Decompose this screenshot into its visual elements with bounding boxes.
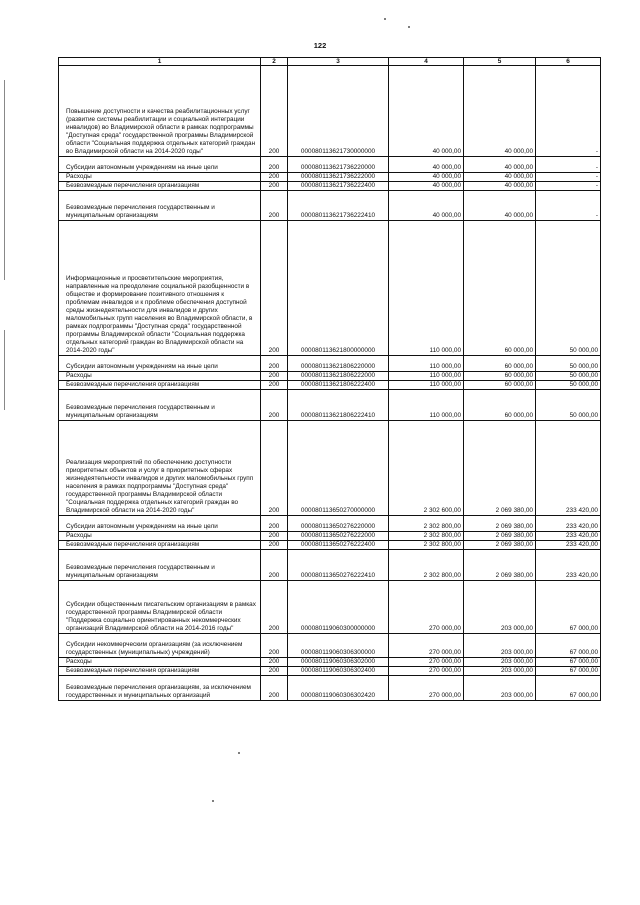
- row-code: 200: [261, 532, 288, 541]
- row-amount-2: 2 069 380,00: [464, 550, 536, 581]
- table-row: [59, 381, 601, 390]
- row-name: Безвозмездные перечисления государственным и муниципальным организациям: [59, 191, 261, 221]
- row-amount-total: 110 000,00: [389, 381, 464, 390]
- row-amount-2: 203 000,00: [464, 667, 536, 676]
- row-amount-total: 40 000,00: [389, 191, 464, 221]
- row-classification: 000080113621736222400: [288, 182, 389, 191]
- row-amount-total: 270 000,00: [389, 676, 464, 701]
- row-amount-total: 2 302 800,00: [389, 541, 464, 550]
- table-row: [59, 372, 601, 381]
- row-name: Безвозмездные перечисления государственным и муниципальным организациям: [59, 390, 261, 421]
- table-row: [59, 66, 601, 157]
- row-name: Расходы: [59, 658, 261, 667]
- row-classification: 000080113650276222410: [288, 550, 389, 581]
- header-col-1: 1: [59, 58, 261, 66]
- row-code: 200: [261, 191, 288, 221]
- table-row: [59, 676, 601, 701]
- row-amount-2: 60 000,00: [464, 390, 536, 421]
- row-amount-total: 110 000,00: [389, 221, 464, 356]
- row-code: 200: [261, 182, 288, 191]
- header-col-5: 5: [464, 58, 536, 66]
- row-amount-3: 233 420,00: [536, 550, 601, 581]
- row-amount-2: 2 069 380,00: [464, 516, 536, 532]
- row-amount-2: 203 000,00: [464, 676, 536, 701]
- row-amount-3: 233 420,00: [536, 532, 601, 541]
- row-amount-2: 2 069 380,00: [464, 421, 536, 516]
- row-amount-2: 2 069 380,00: [464, 532, 536, 541]
- row-amount-3: 67 000,00: [536, 676, 601, 701]
- row-classification: 000080119060306302420: [288, 676, 389, 701]
- scan-speck: [384, 18, 386, 20]
- row-name: Субсидии автономным учреждениям на иные цели: [59, 157, 261, 173]
- table-row: [59, 356, 601, 372]
- row-amount-total: 40 000,00: [389, 182, 464, 191]
- row-amount-total: 270 000,00: [389, 581, 464, 634]
- row-amount-2: 2 069 380,00: [464, 541, 536, 550]
- scan-edge-line: [4, 330, 5, 410]
- row-name: Безвозмездные перечисления организациям: [59, 381, 261, 390]
- row-name: Расходы: [59, 532, 261, 541]
- row-classification: 000080113621806222400: [288, 381, 389, 390]
- row-code: 200: [261, 372, 288, 381]
- row-code: 200: [261, 581, 288, 634]
- row-code: 200: [261, 381, 288, 390]
- row-amount-3: 50 000,00: [536, 372, 601, 381]
- row-classification: 000080113621806222410: [288, 390, 389, 421]
- row-amount-3: -: [536, 66, 601, 157]
- row-name: Реализация мероприятий по обеспечению доступности приоритетных объектов и услуг в приоритетных сферах жизнедеятельности инвалидов и других маломобильных групп населения в рамках подпрограммы "Доступная среда" государственной программы Владимирской области "Социальная поддержка отдельных категорий граждан во Владимирской области на 2014-2020 годы": [59, 421, 261, 516]
- row-amount-total: 110 000,00: [389, 390, 464, 421]
- table-row: [59, 667, 601, 676]
- row-amount-2: 40 000,00: [464, 66, 536, 157]
- row-code: 200: [261, 66, 288, 157]
- table-row: [59, 173, 601, 182]
- row-amount-3: -: [536, 157, 601, 173]
- row-code: 200: [261, 421, 288, 516]
- header-col-4: 4: [389, 58, 464, 66]
- row-name: Информационные и просветительские мероприятия, направленные на преодоление социальной разобщенности в обществе и формирование позитивного отношения к проблемам инвалидов и к проблеме обеспечения доступной среды жизнедеятельности для инвалидов и других маломобильных групп населения во Владимирской области, в рамках подпрограммы "Доступная среда" государственной программы Владимирской области "Социальная поддержка отдельных категорий граждан во Владимирской области на 2014-2020 годы": [59, 221, 261, 356]
- row-amount-3: -: [536, 182, 601, 191]
- row-code: 200: [261, 356, 288, 372]
- row-amount-3: -: [536, 191, 601, 221]
- row-code: 200: [261, 634, 288, 658]
- row-classification: 000080113650276220000: [288, 516, 389, 532]
- row-amount-total: 40 000,00: [389, 173, 464, 182]
- row-code: 200: [261, 676, 288, 701]
- scan-speck: [408, 26, 410, 28]
- table-row: [59, 550, 601, 581]
- table-row: [59, 634, 601, 658]
- row-name: Безвозмездные перечисления организациям: [59, 667, 261, 676]
- row-name: Субсидии автономным учреждениям на иные цели: [59, 516, 261, 532]
- row-amount-2: 40 000,00: [464, 191, 536, 221]
- row-code: 200: [261, 550, 288, 581]
- row-amount-3: 233 420,00: [536, 516, 601, 532]
- row-amount-2: 203 000,00: [464, 634, 536, 658]
- row-amount-total: 40 000,00: [389, 157, 464, 173]
- row-amount-3: 67 000,00: [536, 634, 601, 658]
- row-amount-2: 60 000,00: [464, 221, 536, 356]
- row-classification: 000080119060306302000: [288, 658, 389, 667]
- row-amount-3: 67 000,00: [536, 581, 601, 634]
- row-name: Расходы: [59, 372, 261, 381]
- row-classification: 000080113621736220000: [288, 157, 389, 173]
- row-amount-2: 60 000,00: [464, 381, 536, 390]
- table-row: [59, 182, 601, 191]
- row-name: Безвозмездные перечисления организациям: [59, 541, 261, 550]
- row-name: Безвозмездные перечисления организациям, за исключением государственных и муниципальных организаций: [59, 676, 261, 701]
- table-row: [59, 581, 601, 634]
- row-amount-3: 67 000,00: [536, 667, 601, 676]
- row-code: 200: [261, 516, 288, 532]
- row-amount-3: 50 000,00: [536, 221, 601, 356]
- row-amount-total: 2 302 800,00: [389, 516, 464, 532]
- row-classification: 000080113650276222400: [288, 541, 389, 550]
- row-amount-3: 233 420,00: [536, 421, 601, 516]
- row-amount-3: 50 000,00: [536, 390, 601, 421]
- row-amount-3: -: [536, 173, 601, 182]
- row-classification: 000080119060300000000: [288, 581, 389, 634]
- scan-speck: [212, 800, 214, 802]
- row-amount-3: 233 420,00: [536, 541, 601, 550]
- row-name: Безвозмездные перечисления организациям: [59, 182, 261, 191]
- row-name: Безвозмездные перечисления государственным и муниципальным организациям: [59, 550, 261, 581]
- table-row: [59, 390, 601, 421]
- row-amount-2: 60 000,00: [464, 356, 536, 372]
- table-row: [59, 516, 601, 532]
- row-name: Субсидии некоммерческим организациям (за исключением государственных (муниципальных) учреждений): [59, 634, 261, 658]
- row-classification: 000080119060306302400: [288, 667, 389, 676]
- row-amount-total: 270 000,00: [389, 658, 464, 667]
- row-amount-total: 2 302 800,00: [389, 550, 464, 581]
- row-amount-3: 67 000,00: [536, 658, 601, 667]
- row-name: Повышение доступности и качества реабилитационных услуг (развитие системы реабилитации и социальной интеграции инвалидов) во Владимирской области в рамках подпрограммы "Доступная среда" государственной программы Владимирской области "Социальная поддержка отдельных категорий граждан во Владимирской области на 2014-2020 годы": [59, 66, 261, 157]
- row-classification: 000080113621736222410: [288, 191, 389, 221]
- row-code: 200: [261, 658, 288, 667]
- row-name: Расходы: [59, 173, 261, 182]
- row-name: Субсидии общественным писательским организациям в рамках государственной программы Владимирской области "Поддержка социально ориентированных некоммерческих организаций Владимирской области на 2014-2016 годы": [59, 581, 261, 634]
- row-classification: 000080113621806220000: [288, 356, 389, 372]
- row-amount-total: 2 302 800,00: [389, 532, 464, 541]
- scan-speck: [238, 752, 240, 754]
- row-code: 200: [261, 390, 288, 421]
- row-amount-total: 270 000,00: [389, 667, 464, 676]
- row-classification: 000080113621806222000: [288, 372, 389, 381]
- row-classification: 000080113621730000000: [288, 66, 389, 157]
- header-col-2: 2: [261, 58, 288, 66]
- table-row: [59, 541, 601, 550]
- row-code: 200: [261, 667, 288, 676]
- row-amount-2: 40 000,00: [464, 173, 536, 182]
- row-amount-2: 40 000,00: [464, 182, 536, 191]
- table-header-row: [59, 58, 601, 66]
- scan-edge-line: [4, 80, 5, 280]
- row-code: 200: [261, 157, 288, 173]
- row-amount-total: 270 000,00: [389, 634, 464, 658]
- table-row: [59, 421, 601, 516]
- row-amount-total: 2 302 600,00: [389, 421, 464, 516]
- row-classification: 000080119060306300000: [288, 634, 389, 658]
- row-amount-2: 203 000,00: [464, 658, 536, 667]
- header-col-3: 3: [288, 58, 389, 66]
- row-amount-total: 110 000,00: [389, 356, 464, 372]
- row-classification: 000080113621800000000: [288, 221, 389, 356]
- table-row: [59, 191, 601, 221]
- row-amount-3: 50 000,00: [536, 356, 601, 372]
- row-code: 200: [261, 173, 288, 182]
- row-code: 200: [261, 541, 288, 550]
- row-amount-2: 203 000,00: [464, 581, 536, 634]
- row-code: 200: [261, 221, 288, 356]
- row-name: Субсидии автономным учреждениям на иные цели: [59, 356, 261, 372]
- table-row: [59, 157, 601, 173]
- page-number: 122: [313, 41, 327, 50]
- header-col-6: 6: [536, 58, 601, 66]
- table-row: [59, 532, 601, 541]
- row-classification: 000080113650276222000: [288, 532, 389, 541]
- row-amount-2: 60 000,00: [464, 372, 536, 381]
- budget-table: [58, 57, 601, 701]
- row-classification: 000080113621736222000: [288, 173, 389, 182]
- row-amount-total: 40 000,00: [389, 66, 464, 157]
- row-amount-3: 50 000,00: [536, 381, 601, 390]
- row-amount-2: 40 000,00: [464, 157, 536, 173]
- table-row: [59, 658, 601, 667]
- table-row: [59, 221, 601, 356]
- row-amount-total: 110 000,00: [389, 372, 464, 381]
- row-classification: 000080113650270000000: [288, 421, 389, 516]
